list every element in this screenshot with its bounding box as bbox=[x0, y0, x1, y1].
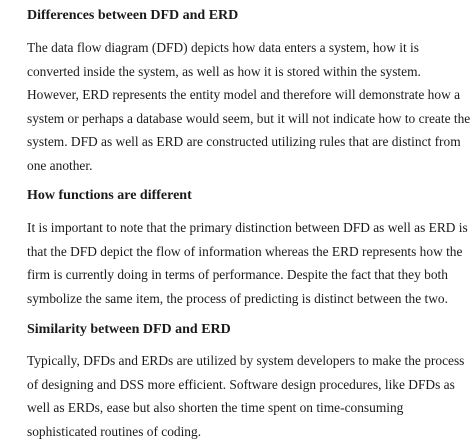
paragraph-line: system or perhaps a database would seem, but it will not indicate how to create the bbox=[27, 107, 467, 131]
paragraph-line: Typically, DFDs and ERDs are utilized by system developers to make the process bbox=[27, 349, 467, 373]
paragraph-line: system. DFD as well as ERD are constructed utilizing rules that are distinct from bbox=[27, 130, 467, 154]
document-body bbox=[27, 6, 467, 443]
paragraph-line: well as ERDs, ease but also shorten the time spent on time-consuming bbox=[27, 396, 467, 420]
section-heading-functions: How functions are different bbox=[27, 186, 467, 206]
paragraph-line: sophisticated routines of coding. bbox=[27, 420, 467, 443]
section-heading-similarity: Similarity between DFD and ERD bbox=[27, 320, 467, 340]
paragraph-line: converted inside the system, as well as how it is stored within the system. bbox=[27, 60, 467, 84]
section-paragraph-functions bbox=[27, 216, 467, 310]
section-heading-differences: Differences between DFD and ERD bbox=[27, 6, 467, 26]
paragraph-line: symbolize the same item, the process of predicting is distinct between the two. bbox=[27, 287, 467, 311]
paragraph-line: of designing and DSS more efficient. Software design procedures, like DFDs as bbox=[27, 373, 467, 397]
paragraph-line: However, ERD represents the entity model and therefore will demonstrate how a bbox=[27, 83, 467, 107]
paragraph-line: The data flow diagram (DFD) depicts how data enters a system, how it is bbox=[27, 36, 467, 60]
paragraph-line: It is important to note that the primary distinction between DFD as well as ERD is bbox=[27, 216, 467, 240]
section-paragraph-similarity bbox=[27, 349, 467, 443]
section-paragraph-differences bbox=[27, 36, 467, 177]
paragraph-line: firm is currently doing in terms of performance. Despite the fact that they both bbox=[27, 263, 467, 287]
paragraph-line: that the DFD depict the flow of information whereas the ERD represents how the bbox=[27, 240, 467, 264]
paragraph-line: one another. bbox=[27, 154, 467, 178]
